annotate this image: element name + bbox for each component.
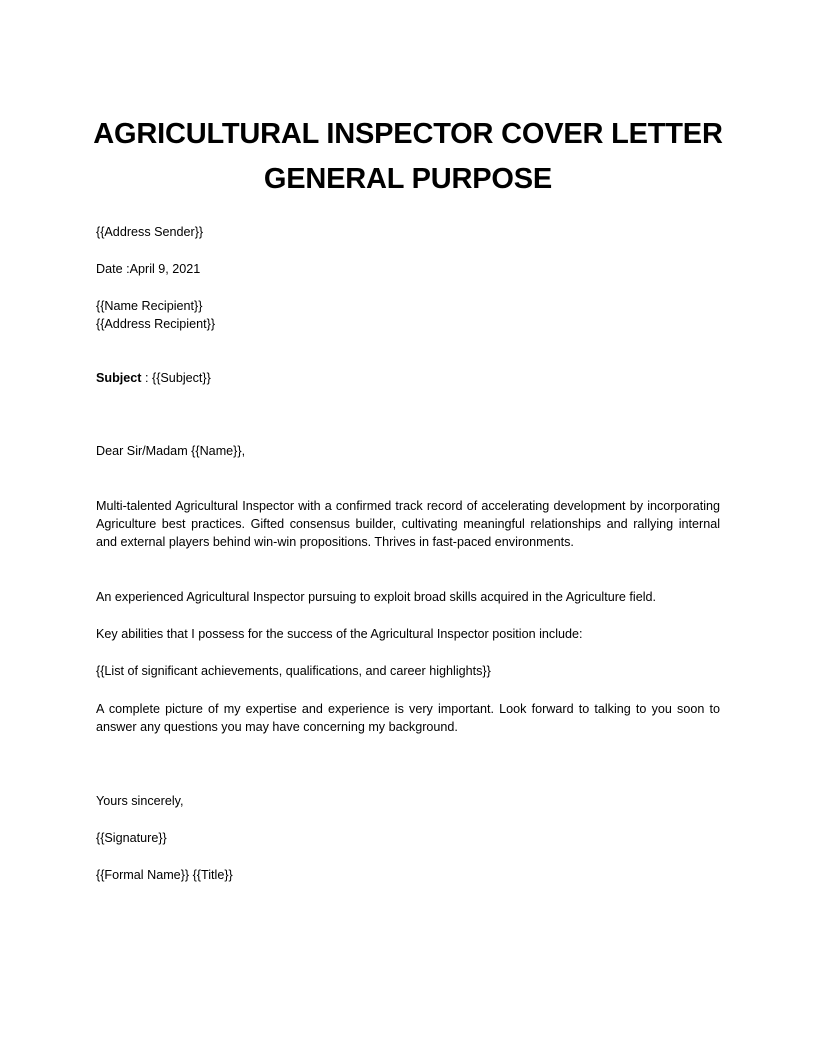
- title-line-2: GENERAL PURPOSE: [263, 163, 553, 195]
- closing-paragraph: A complete picture of my expertise and experience is very important. Look forward to talking to you soon to answer any questions you may have concerning my background.: [96, 702, 720, 734]
- subject-line: [96, 369, 211, 387]
- address-sender: {{Address Sender}}: [96, 225, 204, 239]
- intro-paragraph: Multi-talented Agricultural Inspector with a confirmed track record of accelerating development by incorporating Agriculture best practices. Gifted consensus builder, cultivating meaningful relationships and rallying internal and external players behind win-win propositions. Thrives in fast-paced environments.: [96, 499, 720, 549]
- yours-sincerely: Yours sincerely,: [96, 794, 184, 808]
- achievements-placeholder: {{List of significant achievements, qualifications, and career highlights}}: [96, 664, 491, 678]
- letter-date: Date :April 9, 2021: [96, 262, 201, 276]
- experience-paragraph: An experienced Agricultural Inspector pursuing to exploit broad skills acquired in the Agriculture field.: [96, 590, 657, 604]
- subject-label: Subject: [96, 371, 142, 385]
- signature-placeholder: {{Signature}}: [96, 831, 167, 845]
- title-line-1: AGRICULTURAL INSPECTOR COVER LETTER: [93, 118, 723, 150]
- abilities-paragraph: Key abilities that I possess for the success of the Agricultural Inspector position include:: [96, 627, 583, 641]
- address-recipient: {{Address Recipient}}: [96, 317, 216, 331]
- name-recipient: {{Name Recipient}}: [96, 299, 203, 313]
- formal-name-title: {{Formal Name}} {{Title}}: [96, 868, 233, 882]
- document-title: [60, 112, 756, 202]
- subject-value: : {{Subject}}: [141, 371, 211, 385]
- salutation: Dear Sir/Madam {{Name}},: [96, 444, 246, 458]
